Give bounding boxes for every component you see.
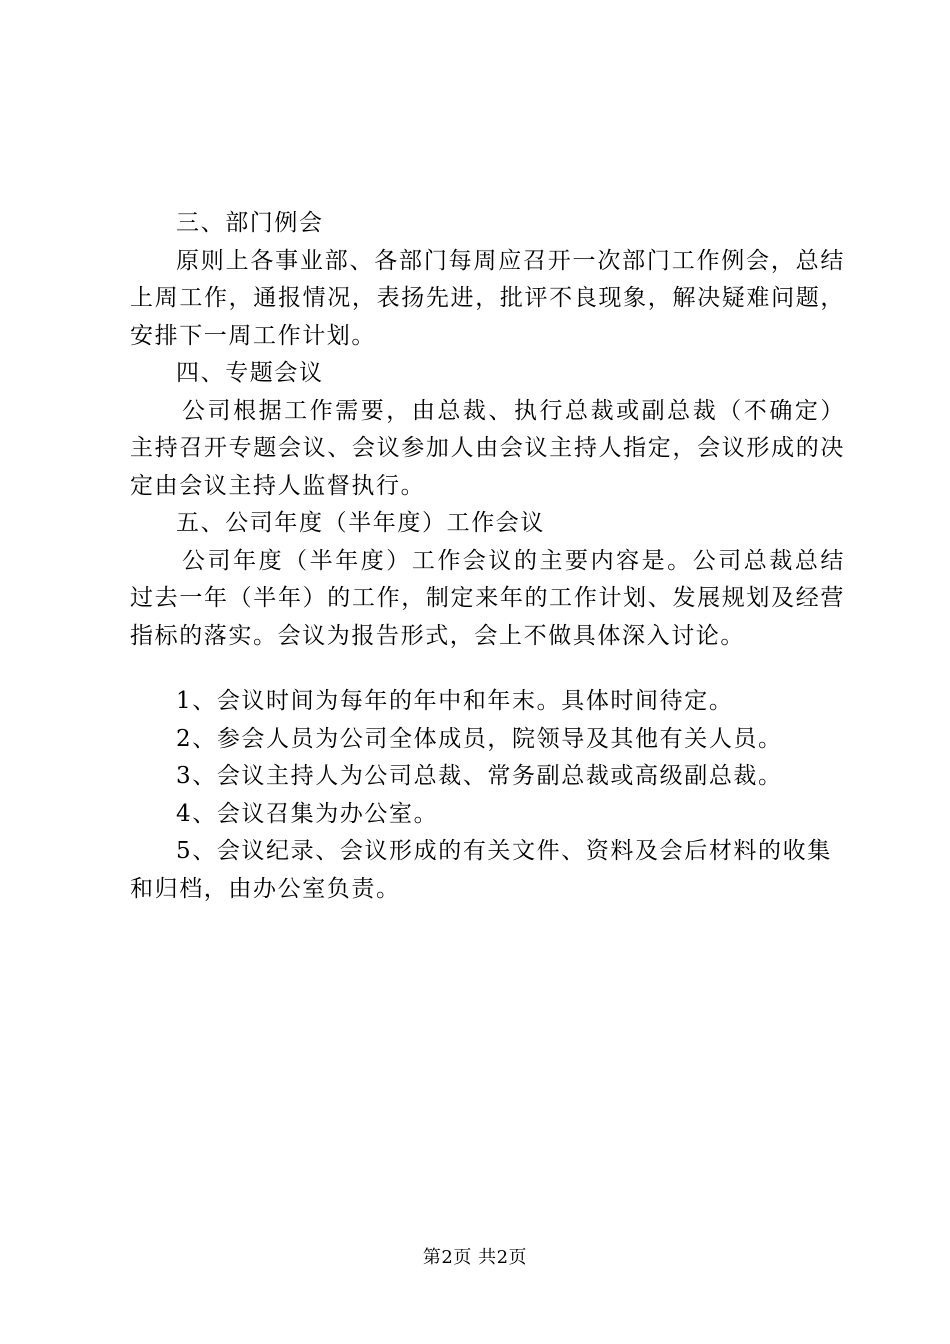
section-heading-special-meetings: 四、专题会议 — [176, 360, 324, 386]
section-heading-annual-meeting: 五、公司年度（半年度）工作会议 — [176, 510, 545, 536]
list-item: 2、参会人员为公司全体成员，院领导及其他有关人员。 — [176, 725, 783, 752]
section-body-special-meetings: 公司根据工作需要，由总裁、执行总裁或副总裁（不确定）主持召开专题会议、会议参加人由会议主持人指定，会议形成的决定由会议主持人监督执行。 — [130, 397, 845, 499]
list-item: 1、会议时间为每年的年中和年末。具体时间待定。 — [176, 688, 734, 714]
page-number-footer: 第2页 共2页 — [422, 1247, 528, 1268]
list-item: 4、会议召集为办公室。 — [176, 800, 439, 827]
section-body-meetings-department: 原则上各事业部、各部门每周应召开一次部门工作例会，总结上周工作，通报情况，表扬先进，批评不良现象，解决疑难问题，安排下一周工作计划。 — [130, 247, 845, 349]
section-heading-meetings-department: 三、部门例会 — [176, 210, 324, 236]
paragraph-gap — [130, 655, 845, 683]
list-item: 3、会议主持人为公司总裁、常务副总裁或高级副总裁。 — [176, 763, 783, 789]
section-body-annual-meeting: 公司年度（半年度）工作会议的主要内容是。公司总裁总结过去一年（半年）的工作，制定来年的工作计划、发展规划及经营指标的落实。会议为报告形式，会上不做具体深入讨论。 — [130, 547, 845, 649]
list-item: 5、会议纪录、会议形成的有关文件、资料及会后材料的收集和归档，由办公室负责。 — [130, 838, 832, 902]
document-body — [130, 205, 845, 908]
